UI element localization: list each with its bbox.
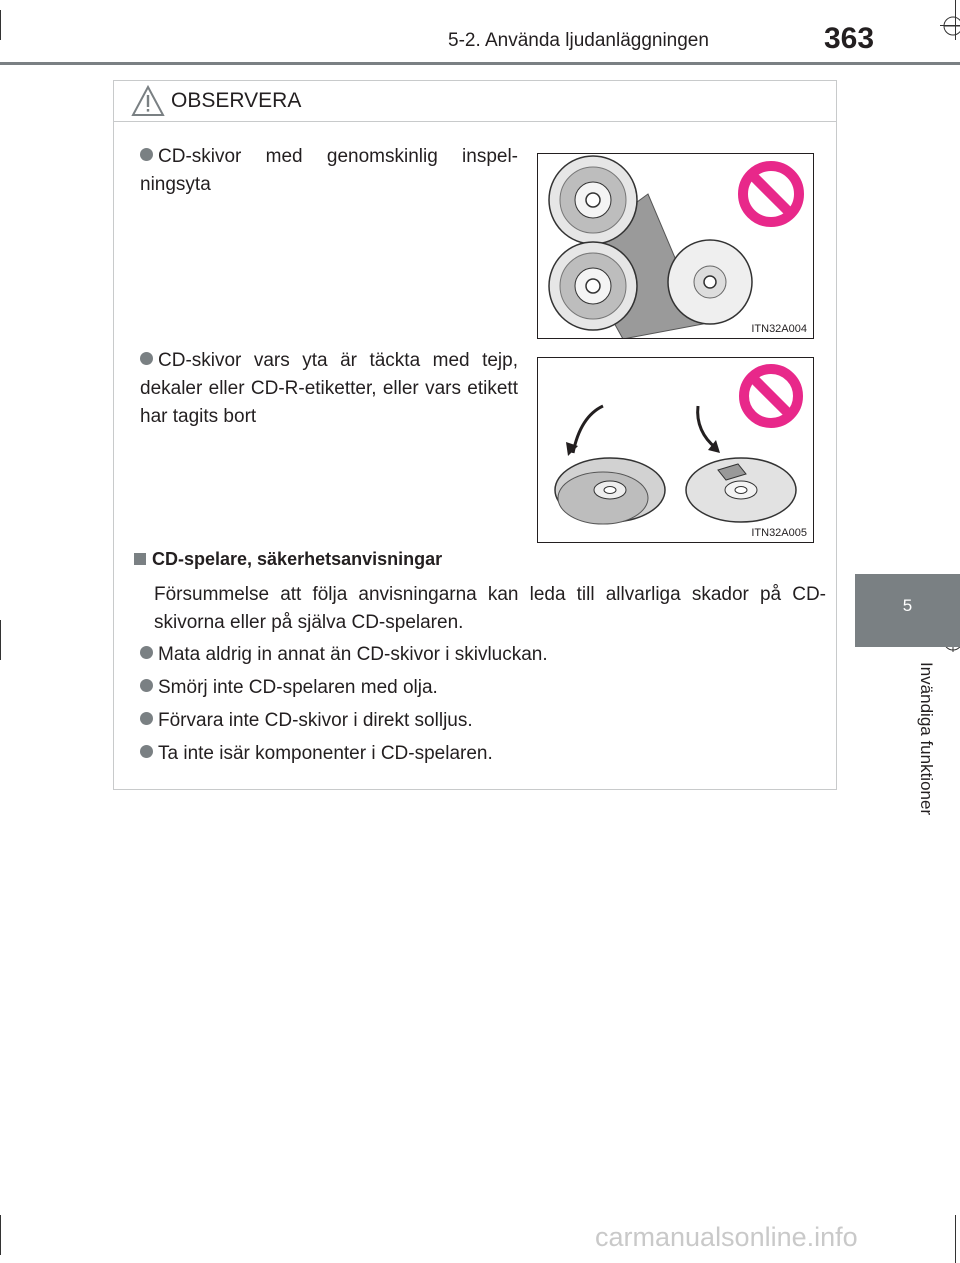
- cd-disc-icon: [549, 156, 637, 244]
- notice-header: [114, 81, 836, 122]
- bullet-icon: [140, 148, 153, 161]
- item-text: CD-skivor vars yta är täckta med tejp, dekaler eller CD-R-etiketter, eller vars etikett har tagits bort: [140, 350, 518, 427]
- square-bullet-icon: [134, 553, 146, 565]
- section-title-text: CD-spelare, säkerhetsanvisningar: [152, 549, 443, 569]
- illustration-labeled-cd: [537, 357, 814, 543]
- transparent-cd-illustration: [538, 154, 814, 339]
- section-paragraph: Försummelse att följa anvisningarna kan leda till allvarliga skador på CD-skivorna eller på själva CD-spelaren.: [154, 584, 826, 633]
- bullet-icon: [140, 352, 153, 365]
- list-item: [140, 674, 438, 702]
- crop-mark: [0, 1215, 1, 1255]
- item-text: Förvara inte CD-skivor i direkt solljus.: [158, 710, 473, 731]
- item-text: Mata aldrig in annat än CD-skivor i skivluckan.: [158, 644, 548, 665]
- figure-code: ITN32A005: [751, 527, 807, 539]
- arrow-icon: [698, 406, 716, 448]
- cd-disc-icon: [555, 458, 665, 524]
- list-item: [140, 707, 473, 735]
- chapter-label: Invändiga funktioner: [917, 662, 936, 816]
- watermark: carmanualsonline.info: [595, 1222, 858, 1252]
- crop-mark: [955, 1215, 956, 1263]
- figure-code: ITN32A004: [751, 323, 807, 335]
- bullet-icon: [140, 745, 153, 758]
- crop-mark: [0, 10, 1, 40]
- prohibition-icon: [744, 369, 798, 423]
- bullet-icon: [140, 646, 153, 659]
- crop-mark: [0, 620, 1, 660]
- prohibition-icon: [743, 166, 799, 222]
- list-item: [140, 143, 518, 199]
- chapter-tab: [855, 574, 960, 647]
- cd-disc-icon: [686, 458, 796, 522]
- labeled-cd-illustration: [538, 358, 814, 543]
- header-divider: [0, 62, 960, 65]
- cd-disc-icon: [549, 242, 637, 330]
- page-number: 363: [824, 22, 875, 55]
- bullet-icon: [140, 679, 153, 692]
- section-heading: 5-2. Använda ljudanläggningen: [448, 30, 709, 51]
- section-title: [134, 549, 442, 570]
- item-text: CD-skivor med genomskinlig inspel-ningsyta: [140, 146, 518, 195]
- warning-triangle-icon: [131, 85, 165, 117]
- cd-disc-icon: [668, 240, 752, 324]
- registration-mark-icon: [938, 15, 960, 37]
- list-item: [140, 347, 518, 431]
- item-text: Smörj inte CD-spelaren med olja.: [158, 677, 438, 698]
- chapter-number: 5: [902, 596, 913, 615]
- notice-title: OBSERVERA: [171, 89, 302, 112]
- item-text: Ta inte isär komponenter i CD-spelaren.: [158, 743, 493, 764]
- list-item: [140, 740, 493, 768]
- illustration-transparent-cd: [537, 153, 814, 339]
- bullet-icon: [140, 712, 153, 725]
- notice-box: [113, 80, 837, 790]
- list-item: [140, 641, 548, 669]
